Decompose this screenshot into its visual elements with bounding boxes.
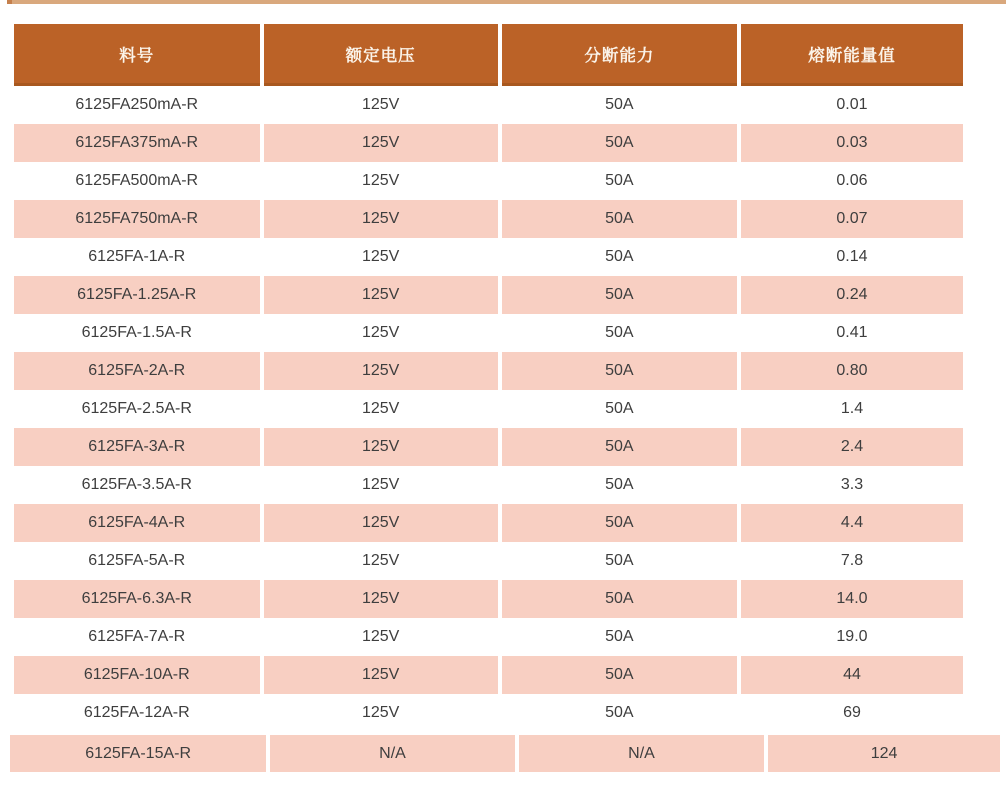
table-body (14, 86, 963, 732)
cell-breaking-capacity: 50A (502, 200, 737, 238)
cell-part-number: 6125FA-3.5A-R (14, 466, 260, 504)
cell-part-number: 6125FA-2A-R (14, 352, 260, 390)
cell-rated-voltage: 125V (264, 238, 498, 276)
cell-rated-voltage: 125V (264, 428, 498, 466)
cell-part-number: 6125FA750mA-R (14, 200, 260, 238)
cell-part-number: 6125FA-1.25A-R (14, 276, 260, 314)
column-header-fusing-energy: 熔断能量值 (741, 24, 963, 86)
cell-part-number: 6125FA-7A-R (14, 618, 260, 656)
table-row (14, 428, 963, 466)
cell-fusing-energy: 0.14 (741, 238, 963, 276)
cell-part-number: 6125FA-1.5A-R (14, 314, 260, 352)
cell-fusing-energy: 2.4 (741, 428, 963, 466)
cell-fusing-energy: 69 (741, 694, 963, 732)
cell-rated-voltage: 125V (264, 86, 498, 124)
top-accent-bar-line (12, 0, 1006, 4)
cell-breaking-capacity: 50A (502, 162, 737, 200)
cell-fusing-energy: 4.4 (741, 504, 963, 542)
table-row (14, 580, 963, 618)
table-row (14, 504, 963, 542)
cell-breaking-capacity: 50A (502, 124, 737, 162)
cell-fusing-energy: 0.07 (741, 200, 963, 238)
table-row (14, 162, 963, 200)
cell-fusing-energy: 0.80 (741, 352, 963, 390)
cell-breaking-capacity: 50A (502, 314, 737, 352)
cell-fusing-energy: 124 (768, 735, 1000, 772)
cell-rated-voltage: 125V (264, 694, 498, 732)
cell-part-number: 6125FA-1A-R (14, 238, 260, 276)
cell-breaking-capacity: 50A (502, 390, 737, 428)
cell-fusing-energy: 44 (741, 656, 963, 694)
table-row (14, 200, 963, 238)
table-row (14, 466, 963, 504)
cell-rated-voltage: 125V (264, 656, 498, 694)
cell-part-number: 6125FA500mA-R (14, 162, 260, 200)
cell-rated-voltage: N/A (270, 735, 515, 772)
top-accent-bar (7, 0, 1006, 4)
table-row (14, 542, 963, 580)
cell-fusing-energy: 0.41 (741, 314, 963, 352)
cell-breaking-capacity: 50A (502, 694, 737, 732)
cell-rated-voltage: 125V (264, 162, 498, 200)
cell-fusing-energy: 0.24 (741, 276, 963, 314)
table-row (14, 124, 963, 162)
cell-rated-voltage: 125V (264, 352, 498, 390)
cell-breaking-capacity: 50A (502, 618, 737, 656)
fuse-spec-table (14, 24, 963, 732)
cell-part-number: 6125FA-3A-R (14, 428, 260, 466)
cell-fusing-energy: 3.3 (741, 466, 963, 504)
cell-rated-voltage: 125V (264, 390, 498, 428)
table-header-row (14, 24, 963, 86)
cell-part-number: 6125FA-15A-R (10, 735, 266, 772)
cell-part-number: 6125FA-5A-R (14, 542, 260, 580)
cell-part-number: 6125FA-2.5A-R (14, 390, 260, 428)
table-row (14, 238, 963, 276)
cell-rated-voltage: 125V (264, 200, 498, 238)
table-row (14, 352, 963, 390)
cell-breaking-capacity: 50A (502, 656, 737, 694)
cell-part-number: 6125FA-12A-R (14, 694, 260, 732)
cell-part-number: 6125FA-4A-R (14, 504, 260, 542)
cell-rated-voltage: 125V (264, 314, 498, 352)
table-row (14, 390, 963, 428)
cell-fusing-energy: 0.01 (741, 86, 963, 124)
cell-fusing-energy: 14.0 (741, 580, 963, 618)
table-row (14, 276, 963, 314)
cell-part-number: 6125FA-10A-R (14, 656, 260, 694)
cell-rated-voltage: 125V (264, 580, 498, 618)
cell-part-number: 6125FA250mA-R (14, 86, 260, 124)
cell-rated-voltage: 125V (264, 276, 498, 314)
cell-rated-voltage: 125V (264, 124, 498, 162)
cell-breaking-capacity: 50A (502, 466, 737, 504)
column-header-breaking-capacity: 分断能力 (502, 24, 737, 86)
cell-rated-voltage: 125V (264, 618, 498, 656)
table-row (14, 694, 963, 732)
cell-rated-voltage: 125V (264, 466, 498, 504)
cell-breaking-capacity: 50A (502, 86, 737, 124)
column-header-part-number: 料号 (14, 24, 260, 86)
cell-breaking-capacity: 50A (502, 580, 737, 618)
cell-fusing-energy: 19.0 (741, 618, 963, 656)
cell-part-number: 6125FA-6.3A-R (14, 580, 260, 618)
table-row-wide (10, 735, 1000, 772)
cell-breaking-capacity: 50A (502, 238, 737, 276)
table-row (14, 656, 963, 694)
cell-breaking-capacity: 50A (502, 428, 737, 466)
cell-fusing-energy: 0.03 (741, 124, 963, 162)
cell-breaking-capacity: 50A (502, 352, 737, 390)
table-row (14, 618, 963, 656)
cell-rated-voltage: 125V (264, 504, 498, 542)
cell-breaking-capacity: N/A (519, 735, 764, 772)
table-row (14, 86, 963, 124)
cell-fusing-energy: 1.4 (741, 390, 963, 428)
cell-fusing-energy: 0.06 (741, 162, 963, 200)
cell-breaking-capacity: 50A (502, 542, 737, 580)
cell-breaking-capacity: 50A (502, 276, 737, 314)
cell-part-number: 6125FA375mA-R (14, 124, 260, 162)
cell-breaking-capacity: 50A (502, 504, 737, 542)
table-row (14, 314, 963, 352)
cell-rated-voltage: 125V (264, 542, 498, 580)
column-header-rated-voltage: 额定电压 (264, 24, 498, 86)
cell-fusing-energy: 7.8 (741, 542, 963, 580)
